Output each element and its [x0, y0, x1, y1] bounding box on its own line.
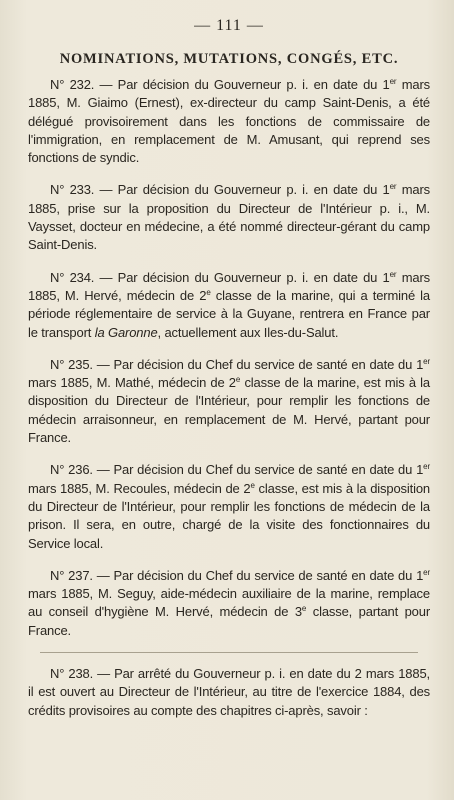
spacer	[28, 255, 430, 269]
entry-236: N° 236. — Par décision du Chef du service de santé en date du 1er mars 1885, M. Recoules, médecin de 2e classe, est mis à la disposition du Directeur de l'Intérieur, pour remplir les fonctions de médecin de la prison. Il sera, en outre, chargé de la visite des fonctionnaires du Service local.	[28, 462, 430, 551]
page-number: — 111 —	[194, 17, 264, 34]
entry-237: N° 237. — Par décision du Chef du service de santé en date du 1er mars 1885, M. Seguy, aide-médecin auxiliaire de la marine, remplace au conseil d'hygiène M. Hervé, médecin de 3e classe, partant pour France.	[28, 567, 430, 638]
spacer	[28, 553, 430, 567]
entry-232: N° 232. — Par décision du Gouverneur p. i. en date du 1er mars 1885, M. Giaimo (Ernest), ex-directeur du camp Saint-Denis, a été délégué provisoirement dans les fonctions de commissaire de l'immigration, en remplacement de M. Amusant, qui reprend ses fonctions de syndic.	[28, 77, 430, 166]
entry-233: N° 233. — Par décision du Gouverneur p. i. en date du 1er mars 1885, prise sur la proposition du Directeur de l'Intérieur p. i., M. Vaysset, docteur en médecine, a été nommé directeur-gérant du camp Saint-Denis.	[28, 182, 430, 253]
spacer	[28, 342, 430, 356]
section-divider	[40, 652, 418, 653]
entry-238: N° 238. — Par arrêté du Gouverneur p. i. en date du 2 mars 1885, il est ouvert au Directeur de l'Intérieur, au titre de l'exercice 1884, des crédits provisoires au compte des chapitres ci-après, savoir :	[28, 666, 430, 718]
entry-234: N° 234. — Par décision du Gouverneur p. i. en date du 1er mars 1885, M. Hervé, médecin de 2e classe de la marine, qui a terminé la période réglementaire de service à la Guyane, rentrera en France par le transport la Garonne, actuellement aux Iles-du-Salut.	[28, 269, 431, 340]
spacer	[28, 167, 430, 181]
entry-235: N° 235. — Par décision du Chef du service de santé en date du 1er mars 1885, M. Mathé, médecin de 2e classe de la marine, est mis à la disposition du Directeur de l'Intérieur, pour remplir les fonctions de médecin arraisonneur, en remplacement de M. Hervé, partant pour France.	[28, 356, 430, 446]
spacer	[28, 447, 430, 461]
section-title: NOMINATIONS, MUTATIONS, CONGÉS, ETC.	[59, 51, 399, 67]
